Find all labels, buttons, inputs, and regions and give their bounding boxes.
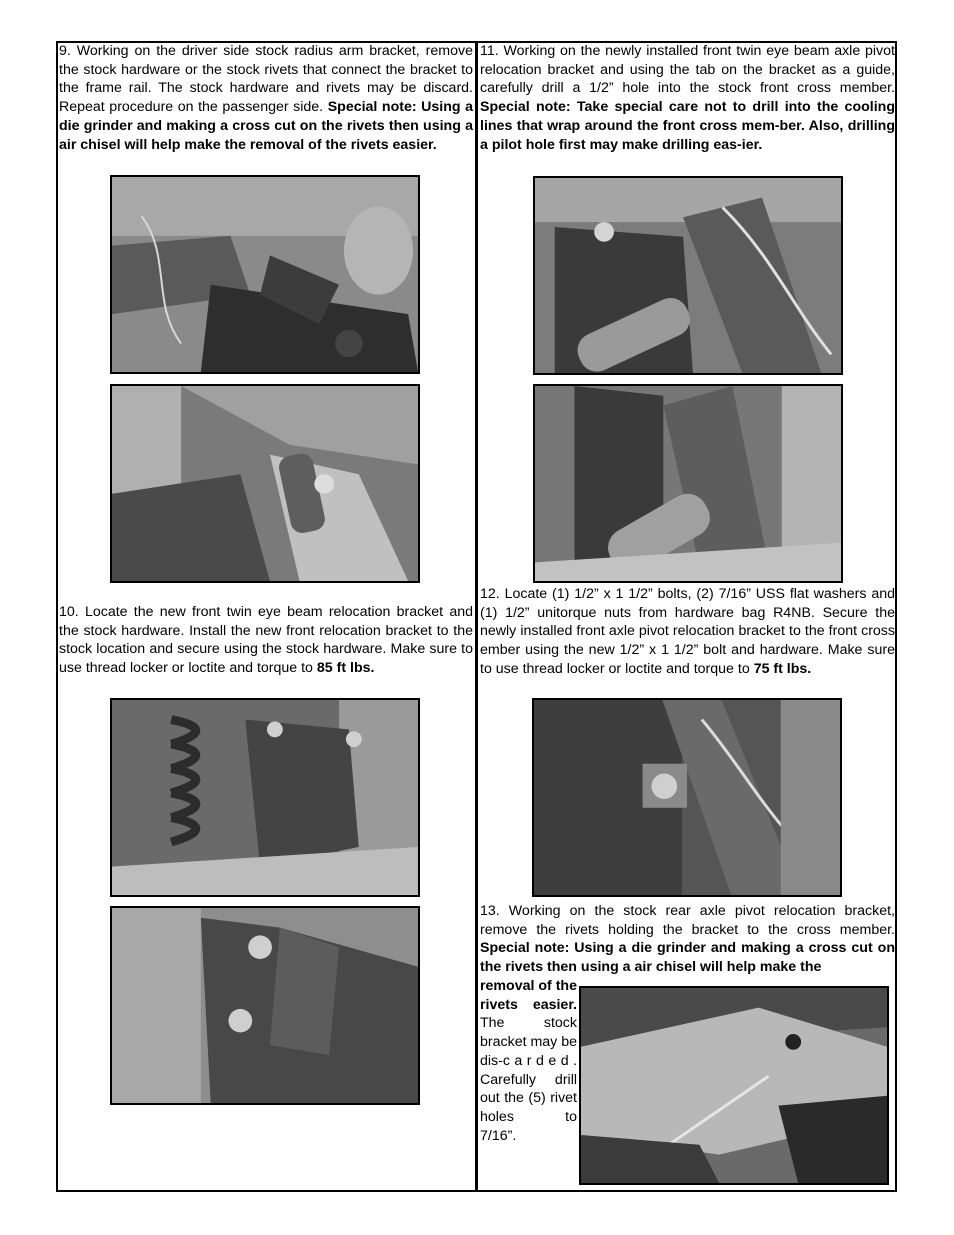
step-10-photo-2 — [110, 906, 420, 1105]
step-13-photo — [579, 986, 889, 1185]
step-10-photo-1 — [110, 698, 420, 897]
step-10-text: 10. Locate the new front twin eye beam relocation bracket and the stock hardware. Install the new front relocation bracket to the stock location and secure using the stock hardware. Make sure to use thread locker or loctite and torque to 85 ft lbs. — [59, 604, 473, 677]
step-9-text: 9. Working on the driver side stock radius arm bracket, remove the stock hardware or the stock rivets that connect the bracket to the frame rail. The stock hardware and rivets may be discard. Repeat procedure on the passenger side. Special note: Using a die grinder and making a cross cut on the rivets then using a air chisel will help make the removal of the rivets easier. — [59, 43, 473, 153]
step-11-text: 11. Working on the newly installed front twin eye beam axle pivot relocation bracket and using the tab on the bracket as a guide, carefully drill a 1/2” hole into the stock front cross member. Special note: Take special care not to drill into the cooling lines that wrap around the front cross mem-ber. Also, drilling a pilot hole first may make drilling eas-ier. — [480, 43, 895, 153]
step-11-photo-1 — [533, 176, 843, 375]
step-12-torque: 75 ft lbs. — [753, 660, 812, 677]
step-11-note: Special note: Take special care not to drill into the cooling lines that wrap around the front cross mem-ber. Also, drilling a pilot hole first may make drilling eas-ier. — [480, 99, 895, 153]
step-9-photo-1 — [110, 175, 420, 374]
step-10-torque: 85 ft lbs. — [316, 660, 375, 677]
step-9-note: Special note: Using a die grinder and making a cross cut on the rivets then using a air chisel will help make the removal of the rivets easier. — [59, 99, 473, 153]
step-11-photo-2 — [533, 384, 843, 583]
step-12-text: 12. Locate (1) 1/2” x 1 1/2” bolts, (2) 7/16” USS flat washers and (1) 1/2” unitorque nuts from hardware bag R4NB. Secure the newly installed front axle pivot relocation bracket to the front cross ember using the new 1/2” x 1 1/2” bolt and hardware. Make sure to use thread locker or loctite and torque to 75 ft lbs. — [480, 586, 895, 677]
step-13-note: Special note: Using a die grinder and making a cross cut on the rivets then using a air chisel will help make the — [480, 940, 895, 976]
step-9-photo-2 — [110, 384, 420, 583]
step-13-note-end: removal of the rivets easier. — [480, 978, 577, 1013]
step-12-photo — [532, 698, 842, 897]
step-13-text: 13. Working on the stock rear axle pivot relocation bracket, remove the rivets holding the bracket to the cross member. Special note: Using a die grinder and making a cross cut on the rivets then using a air chisel will help make the — [480, 903, 895, 976]
column-divider — [475, 41, 478, 1192]
step-13-narrow-text: removal of the rivets easier. The stock bracket may be dis-c a r d e d . Carefully drill out the (5) rivet holes to 7/16”. — [480, 978, 577, 1144]
